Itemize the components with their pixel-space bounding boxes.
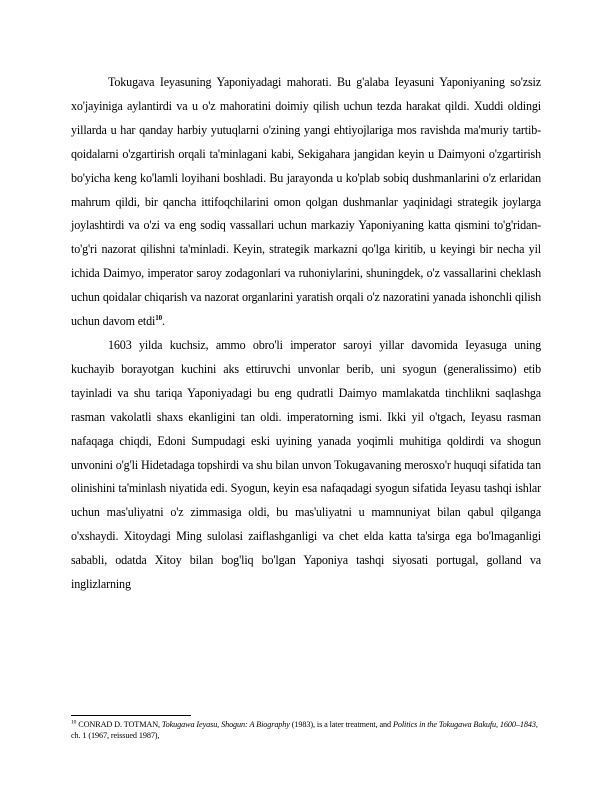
footnote-number: 10 [71, 719, 77, 726]
footnote-text-1: (1983), is a later treatment, and [289, 720, 393, 729]
body-text [71, 71, 541, 597]
footnote-divider [71, 715, 191, 716]
footnote-title-2: Politics in the Tokugawa Bakufu, 1600–1843 [392, 720, 536, 729]
paragraph-1-end: . [161, 314, 165, 329]
paragraph-1-text: Tokugava Ieyasuning Yaponiyadagi mahorati. Bu g'alaba Ieyasuni Yaponiyaning so'zsiz xo'jayiniga aylantirdi va u o'z mahoratini doimiy qilish uchun tezda harakat qildi. Xuddi oldingi yillarda u har qanday harbiy yutuqlarni o'zining yangi ehtiyojlariga mos ravishda ma'muriy tartib-qoidalarni o'zgartirish orqali ta'minlagani kabi, Sekigahara jangidan keyin u Daimyoni o'zgartirish bo'yicha keng ko'lamli loyihani boshladi. Bu jarayonda u ko'plab sobiq dushmanlarini o'z erlaridan mahrum qildi, bir qancha ittifoqchilarini omon qolgan dushmanlar yaqinidagi strategik joylarga joylashtirdi va o'zi va eng sodiq vassallari uchun markaziy Yaponiyaning katta qismini to'g'ridan-to'g'ri nazorat qilishni ta'minladi. Keyin, strategik markazni qo'lga kiritib, u keyingi bir necha yil ichida Daimyo, imperator saroy zodagonlari va ruhoniylarini, shuningdek, o'z vassallarini cheklash uchun qoidalar chiqarish va nazorat organlarini yaratish orqali o'z nazoratini yanada ishonchli qilish uchun davom etdi [71, 75, 541, 329]
footnote-text-2: , ch. 1 (1967, reissued 1987), [71, 720, 538, 741]
paragraph-2: 1603 yilda kuchsiz, ammo obro'li imperator saroyi yillar davomida Ieyasuga uning kuchayib borayotgan kuchini aks ettiruvchi unvonlar berib, uni syogun (generalissimo) etib tayinladi va shu tariqa Yaponiyadagi bu eng qudratli Daimyo mamlakatda tinchlikni saqlashga rasman vakolatli shaxs ekanligini tan oldi. imperatorning ismi. Ikki yil o'tgach, Ieyasu rasman nafaqaga chiqdi, Edoni Sumpudagi eski uyining yanada yoqimli muhitiga qoldirdi va shogun unvonini o'g'li Hidetadaga topshirdi va shu bilan unvon Tokugavaning merosxo'r huquqi sifatida tan olinishini ta'minlash niyatida edi. Syogun, keyin esa nafaqadagi syogun sifatida Ieyasu tashqi ishlar uchun mas'uliyatni o'z zimmasiga oldi, bu mas'uliyatni u mamnuniyat bilan qabul qilganga o'xshaydi. Xitoydagi Ming sulolasi zaiflashganligi va chet elda katta ta'sirga ega bo'lmaganligi sababli, odatda Xitoy bilan bog'liq bo'lgan Yaponiya tashqi siyosati portugal, golland va inglizlarning [71, 337, 541, 592]
footnote-title-1: Tokugawa Ieyasu, Shogun: A Biography [161, 720, 290, 729]
paragraph-1 [71, 71, 541, 334]
footnote [71, 719, 541, 741]
footnote-reference[interactable]: 10 [155, 314, 162, 323]
footnote-author: CONRAD D. TOTMAN, [76, 720, 162, 729]
